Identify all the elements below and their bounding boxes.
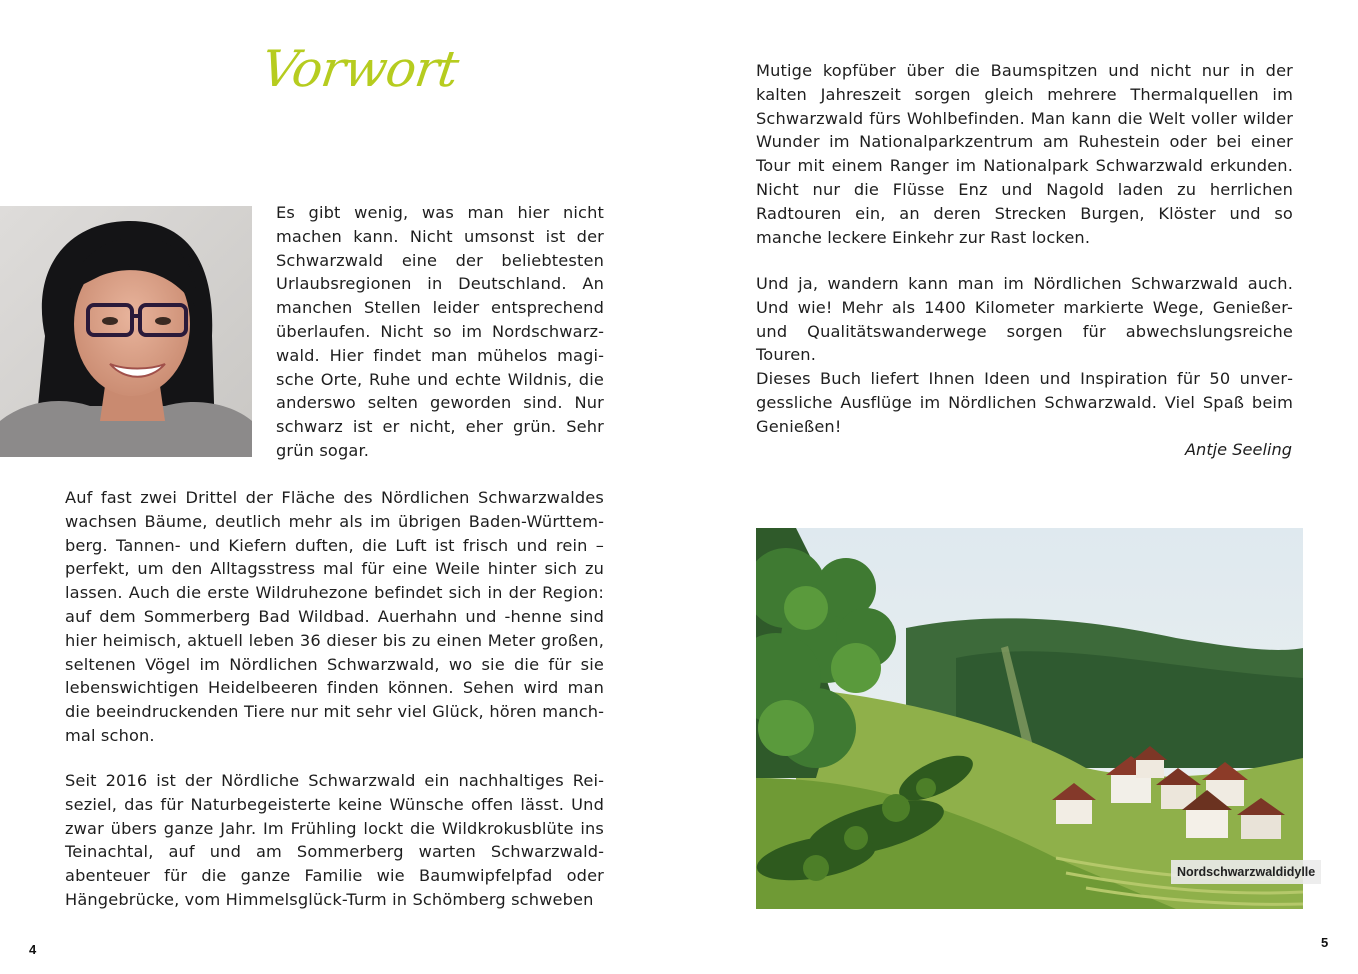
page-number-left: 4 xyxy=(29,942,37,957)
sustainability-paragraph: Seit 2016 ist der Nördliche Schwarzwald ein nachhaltiges Reiseziel, das für Naturbegeisterte keine Wünsche offen lässt. Und zwar übers ganze Jahr. Im Frühling lockt die Wildkrokusblüte ins Teinachtal, auf und am Sommerberg warten Schwarzwaldabenteuer für die ganze Familie wie Baumwipfelpfad oder Hängebrücke, vom Himmelsglück-Turm in Schömberg schweben xyxy=(65,771,604,909)
page-title: Vorwort xyxy=(257,40,462,98)
author-signature: Antje Seeling xyxy=(1184,440,1292,459)
photo-caption: Nordschwarzwaldidylle xyxy=(1171,860,1321,884)
book-intro-paragraph: Dieses Buch liefert Ihnen Ideen und Inspiration für 50 unvergessliche Ausflüge im Nördlichen Schwarzwald. Viel Spaß beim Genießen! xyxy=(756,369,1293,436)
activities-paragraph: Mutige kopfüber über die Baumspitzen und nicht nur in der kalten Jahreszeit sorgen gleich mehrere Thermalquellen im Schwarzwald fürs Wohlbefinden. Man kann die Welt voller wilder Wunder im Nationalparkzentrum am Ruhestein oder bei einer Tour mit einem Ranger im Nationalpark Schwarzwald erkunden. Nicht nur die Flüsse Enz und Nagold laden zu herrlichen Radtouren ein, an deren Strecken Burgen, Klöster und so manche leckere Einkehr zur Rast locken. xyxy=(756,61,1293,247)
author-portrait xyxy=(0,206,252,457)
intro-paragraph: Es gibt wenig, was man hier nicht machen kann. Nicht umsonst ist der Schwarzwald eine der beliebtesten Urlaubsregionen in Deutschland. An manchen Stellen leider entsprechend überlaufen. Nicht so im Nordschwarzwald. Hier findet man mühelos magische Orte, Ruhe und echte Wildnis, die anderswo selten geworden sind. Nur schwarz ist er nicht, eher grün. Sehr grün sogar. xyxy=(276,203,604,460)
hiking-paragraph: Und ja, wandern kann man im Nördlichen Schwarzwald auch. Und wie! Mehr als 1400 Kilometer markierte Wege, Genießer- und Qualitätswanderwege sorgen für abwechslungsreiche Touren. xyxy=(756,274,1293,365)
landscape-photo xyxy=(756,528,1303,909)
page-number-right: 5 xyxy=(1321,935,1329,950)
forest-paragraph: Auf fast zwei Drittel der Fläche des Nördlichen Schwarzwaldes wachsen Bäume, deutlich mehr als im übrigen Baden-Württemberg. Tannen- und Kiefern duften, die Luft ist frisch und rein – perfekt, um den Alltagsstress mal für eine Weile hinter sich zu lassen. Auch die erste Wildruhezone befindet sich in der Region: auf dem Sommerberg Bad Wildbad. Auerhahn und -henne sind hier heimisch, aktuell leben 36 dieser bis zu einen Meter großen, seltenen Vögel im Nördlichen Schwarzwald, wo sie die für sie lebenswichtigen Heidelbeeren finden können. Sehen wird man die beeindruckenden Tiere nur mit sehr viel Glück, hören manchmal schon. xyxy=(65,488,604,745)
